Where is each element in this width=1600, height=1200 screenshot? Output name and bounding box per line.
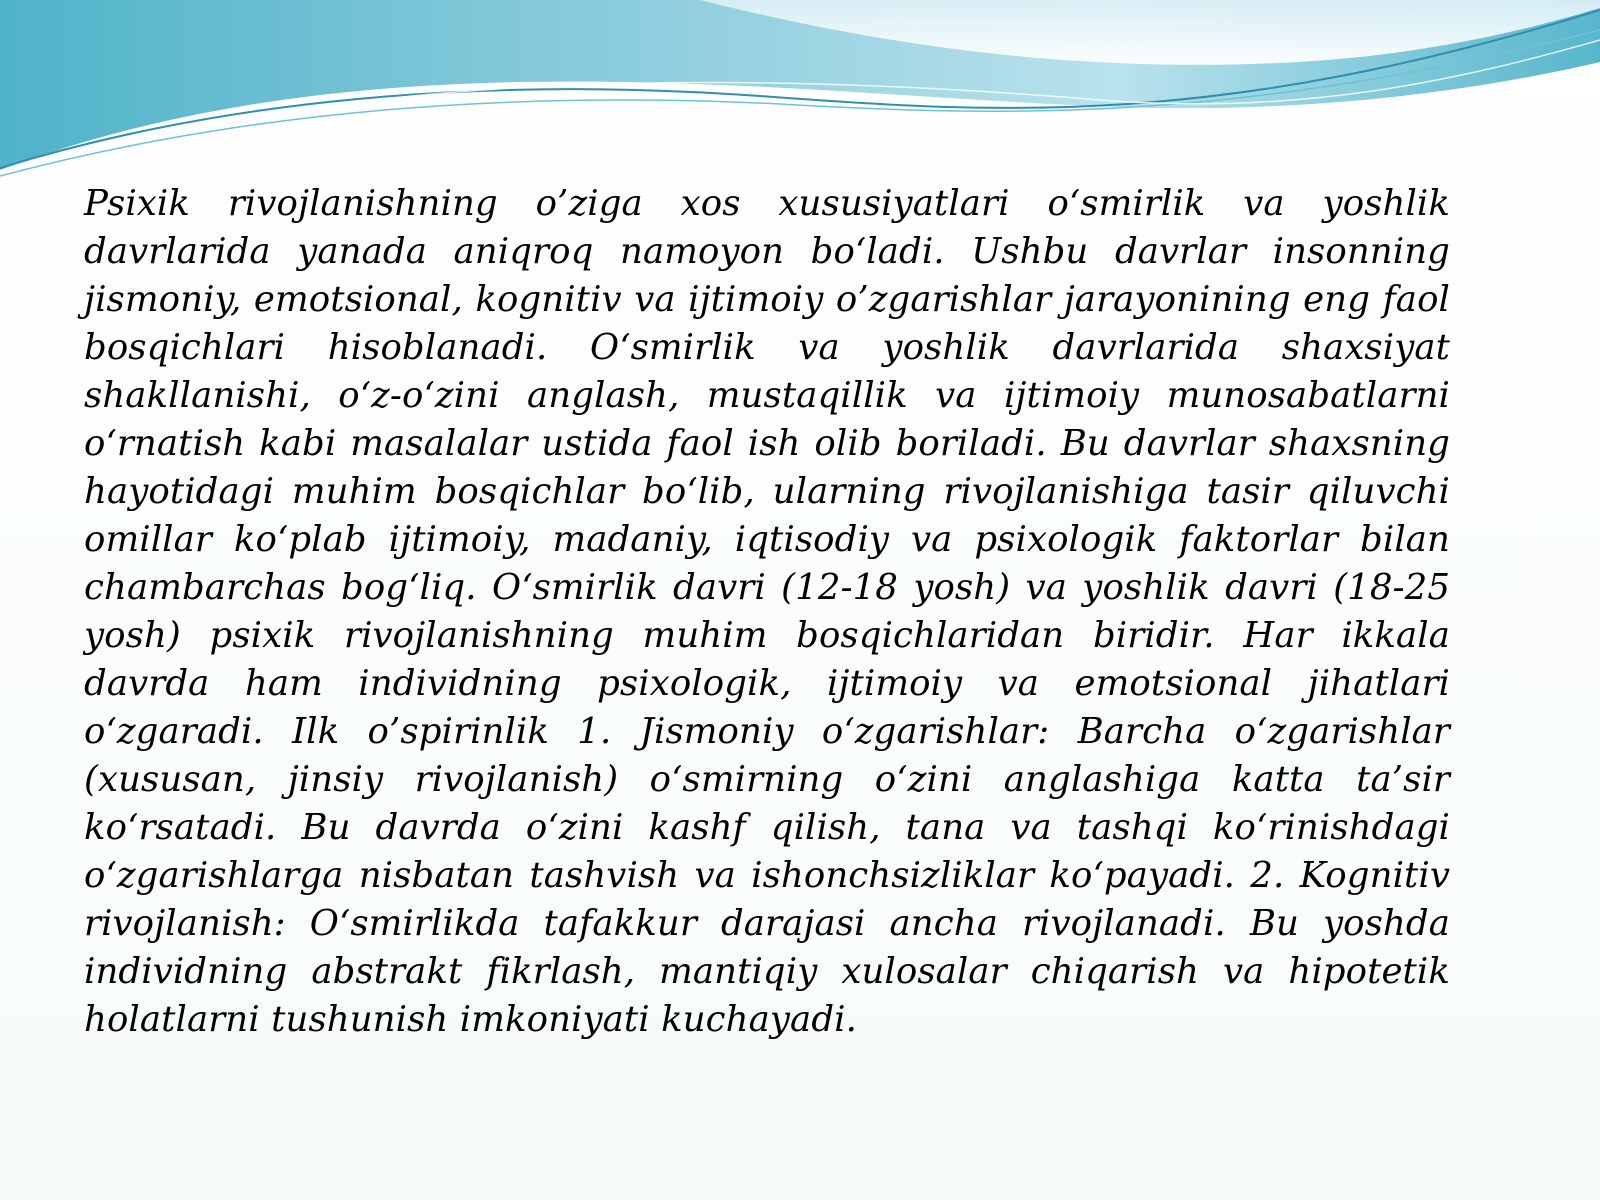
slide-body-paragraph: Psixik rivojlanishning o’ziga xos xususiyatlari o‘smirlik va yoshlik davrlarida yanada aniqroq namoyon bo‘ladi. Ushbu davrlar insonning jismoniy, emotsional, kognitiv va ijtimoiy o’zgarishlar jarayonining eng faol bosqichlari hisoblanadi. O‘smirlik va yoshlik davrlarida shaxsiyat shakllanishi, o‘z-o‘zini anglash, mustaqillik va ijtimoiy munosabatlarni o‘rnatish kabi masalalar ustida faol ish olib boriladi. Bu davrlar shaxsning hayotidagi muhim bosqichlar bo‘lib, ularning rivojlanishiga tasir qiluvchi omillar ko‘plab ijtimoiy, madaniy, iqtisodiy va psixologik faktorlar bilan chambarchas bog‘liq. O‘smirlik davri (12-18 yosh) va yoshlik davri (18-25 yosh) psixik rivojlanishning muhim bosqichlaridan biridir. Har ikkala davrda ham individning psixologik, ijtimoiy va emotsional jihatlari o‘zgaradi. Ilk o’spirinlik 1. Jismoniy o‘zgarishlar: Barcha o‘zgarishlar (xususan, jinsiy rivojlanish) o‘smirning o‘zini anglashiga katta ta’sir ko‘rsatadi. Bu davrda o‘zini kashf qilish, tana va tashqi ko‘rinishdagi o‘zgarishlarga nisbatan tashvish va ishonchsizliklar ko‘payadi. 2. Kognitiv rivojlanish: O‘smirlikda tafakkur darajasi ancha rivojlanadi. Bu yoshda individning abstrakt fikrlash, mantiqiy xulosalar chiqarish va hipotetik holatlarni tushunish imkoniyati kuchayadi. — [84, 183, 1450, 1040]
header-wave-decoration — [0, 0, 1600, 200]
